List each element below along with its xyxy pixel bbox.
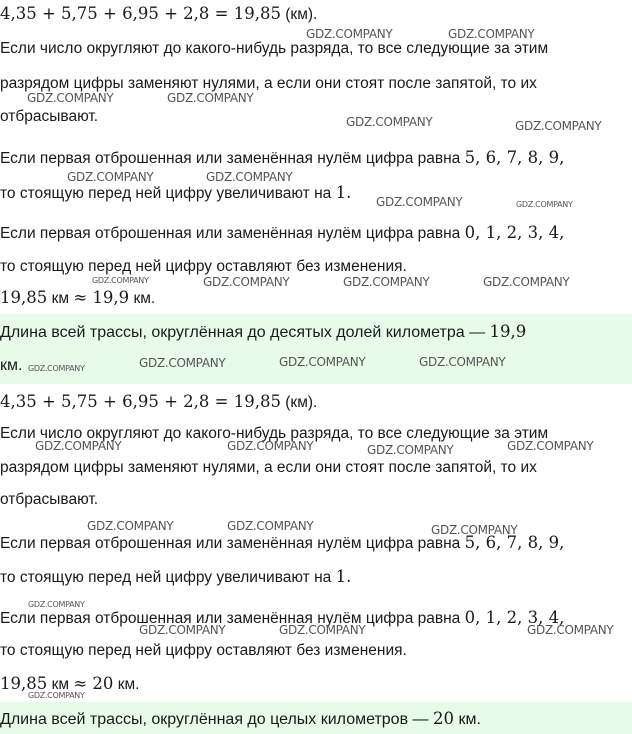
sum-formula: 4,35 + 5,75 + 6,95 + 2,8 = 19,85 <box>0 392 281 411</box>
watermark: GDZ.COMPANY <box>206 170 293 184</box>
watermark: GDZ.COMPANY <box>227 439 314 453</box>
answer-value: 19,9 <box>489 322 527 341</box>
round-up-digits: 5, 6, 7, 8, 9, <box>464 533 565 552</box>
watermark: GDZ.COMPANY <box>419 355 506 369</box>
watermark: GDZ.COMPANY <box>431 523 518 537</box>
rounding-result-1 <box>0 288 155 308</box>
keep-rule-text: Если первая отброшенная или заменённая нулём цифра равна <box>0 225 461 242</box>
watermark: GDZ.COMPANY <box>527 623 614 637</box>
round-left: 19,85 <box>0 674 48 693</box>
watermark: GDZ.COMPANY <box>515 119 602 133</box>
answer-unit: км. <box>458 711 481 728</box>
watermark: GDZ.COMPANY <box>279 355 366 369</box>
watermark: GDZ.COMPANY <box>67 170 154 184</box>
watermark: GDZ.COMPANY <box>92 276 149 285</box>
round-up-rule-line-2 <box>0 183 351 203</box>
answer-line <box>0 322 526 342</box>
sum-unit: (км). <box>285 6 318 23</box>
keep-digits: 0, 1, 2, 3, 4, <box>464 608 565 627</box>
watermark: GDZ.COMPANY <box>367 443 454 457</box>
round-up-rule-text: Если первая отброшенная или заменённая нулём цифра равна <box>0 150 461 167</box>
keep-rule-text: Если первая отброшенная или заменённая нулём цифра равна <box>0 610 461 627</box>
watermark: GDZ.COMPANY <box>203 275 290 289</box>
watermark: GDZ.COMPANY <box>28 691 85 700</box>
rule-line-3: отбрасывают. <box>0 108 99 125</box>
round-unit: км. <box>117 676 140 693</box>
watermark: GDZ.COMPANY <box>28 364 85 373</box>
watermark: GDZ.COMPANY <box>35 439 122 453</box>
watermark: GDZ.COMPANY <box>516 200 573 209</box>
watermark: GDZ.COMPANY <box>483 275 570 289</box>
answer-box-1 <box>0 314 632 384</box>
watermark: GDZ.COMPANY <box>227 519 314 533</box>
round-up-rule-text: Если первая отброшенная или заменённая нулём цифра равна <box>0 535 461 552</box>
round-up-rule-line-1 <box>0 148 564 168</box>
round-unit: км. <box>133 290 156 307</box>
rule-line-3: отбрасывают. <box>0 491 99 508</box>
round-up-rule-text: то стоящую перед ней цифру увеличивают на <box>0 185 332 202</box>
answer-line <box>0 709 481 729</box>
watermark: GDZ.COMPANY <box>343 275 430 289</box>
sum-unit: (км). <box>285 394 318 411</box>
watermark: GDZ.COMPANY <box>167 91 254 105</box>
watermark: GDZ.COMPANY <box>376 195 463 209</box>
sum-line-2 <box>0 392 317 412</box>
round-left: 19,85 <box>0 288 48 307</box>
answer-box-2 <box>0 702 632 734</box>
watermark: GDZ.COMPANY <box>346 115 433 129</box>
round-up-rule-text: то стоящую перед ней цифру увеличивают на <box>0 569 332 586</box>
watermark: GDZ.COMPANY <box>448 27 535 41</box>
round-up-value: 1. <box>335 567 352 586</box>
keep-digits: 0, 1, 2, 3, 4, <box>464 223 565 242</box>
watermark: GDZ.COMPANY <box>139 623 226 637</box>
keep-rule-line-2: то стоящую перед ней цифру оставляют без изменения. <box>0 642 407 659</box>
keep-rule-line-2: то стоящую перед ней цифру оставляют без изменения. <box>0 258 407 275</box>
watermark: GDZ.COMPANY <box>507 439 594 453</box>
keep-rule-line-1 <box>0 223 564 243</box>
round-unit: км <box>51 676 69 693</box>
sum-line-1 <box>0 4 317 24</box>
answer-value: 20 <box>432 709 454 728</box>
rule-line-2: разрядом цифры заменяют нулями, а если они стоят после запятой, то их <box>0 75 537 92</box>
watermark: GDZ.COMPANY <box>28 600 85 609</box>
round-unit: км <box>51 290 69 307</box>
rule-line-1: Если число округляют до какого-нибудь разряда, то все следующие за этим <box>0 425 549 442</box>
round-op: ≈ 20 <box>73 674 114 693</box>
answer-unit: км. <box>0 357 23 374</box>
round-op: ≈ 19,9 <box>73 288 130 307</box>
watermark: GDZ.COMPANY <box>87 519 174 533</box>
rule-line-2: разрядом цифры заменяют нулями, а если они стоят после запятой, то их <box>0 459 537 476</box>
sum-formula: 4,35 + 5,75 + 6,95 + 2,8 = 19,85 <box>0 4 281 23</box>
answer-text: Длина всей трассы, округлённая до целых километров — <box>0 711 429 728</box>
round-up-rule-line-2 <box>0 567 351 587</box>
round-up-value: 1. <box>335 183 352 202</box>
round-up-digits: 5, 6, 7, 8, 9, <box>464 148 565 167</box>
watermark: GDZ.COMPANY <box>139 356 226 370</box>
answer-text: Длина всей трассы, округлённая до десятых долей километра — <box>0 324 486 341</box>
watermark: GDZ.COMPANY <box>306 27 393 41</box>
rule-line-1: Если число округляют до какого-нибудь разряда, то все следующие за этим <box>0 40 549 57</box>
watermark: GDZ.COMPANY <box>279 623 366 637</box>
watermark: GDZ.COMPANY <box>27 91 114 105</box>
